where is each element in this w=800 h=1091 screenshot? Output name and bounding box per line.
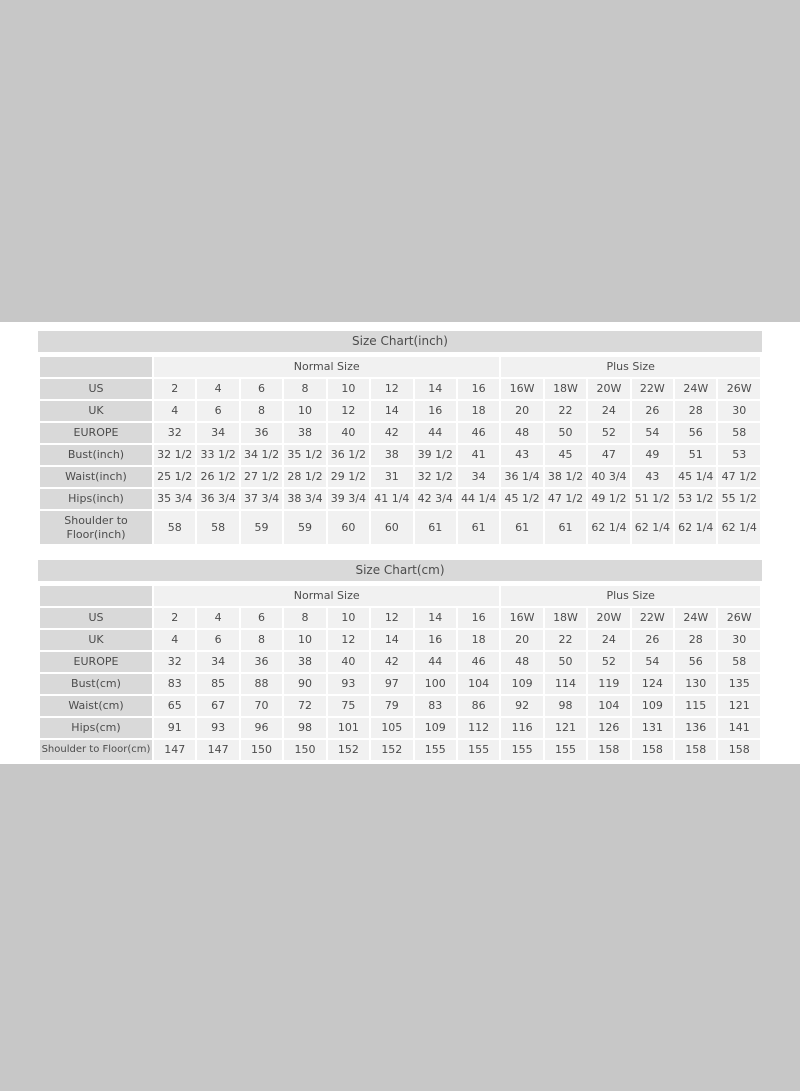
value-cell: 36 3/4 [197, 489, 238, 509]
value-cell: 26 [632, 401, 673, 421]
value-cell: 70 [241, 696, 282, 716]
value-cell: 52 [588, 423, 629, 443]
table-row [40, 401, 760, 421]
value-cell: 38 3/4 [284, 489, 325, 509]
corner-cell [40, 357, 152, 377]
size-chart-panel [0, 322, 800, 764]
value-cell: 12 [371, 379, 412, 399]
row-label-cell: Shoulder to Floor(inch) [40, 511, 152, 544]
value-cell: 75 [328, 696, 369, 716]
value-cell: 16 [415, 401, 456, 421]
table-row [40, 423, 760, 443]
value-cell: 93 [328, 674, 369, 694]
row-label-cell: Hips(cm) [40, 718, 152, 738]
value-cell: 62 1/4 [718, 511, 760, 544]
row-label-cell: Hips(inch) [40, 489, 152, 509]
value-cell: 51 1/2 [632, 489, 673, 509]
value-cell: 28 [675, 401, 716, 421]
value-cell: 158 [718, 740, 760, 760]
value-cell: 46 [458, 652, 499, 672]
value-cell: 16 [458, 379, 499, 399]
value-cell: 62 1/4 [675, 511, 716, 544]
value-cell: 45 1/4 [675, 467, 716, 487]
value-cell: 8 [241, 401, 282, 421]
value-cell: 32 [154, 423, 195, 443]
value-cell: 49 [632, 445, 673, 465]
value-cell: 36 [241, 423, 282, 443]
table-row [40, 467, 760, 487]
value-cell: 44 1/4 [458, 489, 499, 509]
value-cell: 16W [501, 379, 542, 399]
value-cell: 24W [675, 608, 716, 628]
value-cell: 45 1/2 [501, 489, 542, 509]
value-cell: 96 [241, 718, 282, 738]
value-cell: 60 [328, 511, 369, 544]
value-cell: 6 [197, 401, 238, 421]
value-cell: 55 1/2 [718, 489, 760, 509]
value-cell: 12 [371, 608, 412, 628]
value-cell: 51 [675, 445, 716, 465]
value-cell: 29 1/2 [328, 467, 369, 487]
group-header-cell: Plus Size [501, 357, 760, 377]
row-label-cell: UK [40, 630, 152, 650]
row-label-cell: EUROPE [40, 423, 152, 443]
table-row [40, 630, 760, 650]
value-cell: 61 [501, 511, 542, 544]
row-label-cell: Waist(cm) [40, 696, 152, 716]
value-cell: 97 [371, 674, 412, 694]
value-cell: 121 [545, 718, 586, 738]
value-cell: 41 1/4 [371, 489, 412, 509]
value-cell: 44 [415, 423, 456, 443]
value-cell: 61 [415, 511, 456, 544]
value-cell: 42 [371, 423, 412, 443]
value-cell: 24W [675, 379, 716, 399]
value-cell: 25 1/2 [154, 467, 195, 487]
row-label-cell: UK [40, 401, 152, 421]
value-cell: 35 1/2 [284, 445, 325, 465]
value-cell: 43 [632, 467, 673, 487]
row-label-cell: EUROPE [40, 652, 152, 672]
group-header-row [40, 586, 760, 606]
corner-cell [40, 586, 152, 606]
value-cell: 31 [371, 467, 412, 487]
value-cell: 50 [545, 423, 586, 443]
table-row [40, 445, 760, 465]
value-cell: 2 [154, 608, 195, 628]
value-cell: 65 [154, 696, 195, 716]
value-cell: 34 [197, 652, 238, 672]
value-cell: 131 [632, 718, 673, 738]
value-cell: 47 1/2 [718, 467, 760, 487]
table-row [40, 718, 760, 738]
value-cell: 83 [154, 674, 195, 694]
value-cell: 36 1/2 [328, 445, 369, 465]
table-row [40, 608, 760, 628]
value-cell: 35 3/4 [154, 489, 195, 509]
value-cell: 8 [241, 630, 282, 650]
value-cell: 8 [284, 608, 325, 628]
value-cell: 105 [371, 718, 412, 738]
value-cell: 147 [197, 740, 238, 760]
value-cell: 155 [415, 740, 456, 760]
value-cell: 41 [458, 445, 499, 465]
size-chart-cm-title: Size Chart(cm) [38, 560, 762, 581]
value-cell: 6 [241, 379, 282, 399]
value-cell: 20W [588, 379, 629, 399]
table-row [40, 696, 760, 716]
value-cell: 26 [632, 630, 673, 650]
value-cell: 152 [371, 740, 412, 760]
value-cell: 59 [284, 511, 325, 544]
value-cell: 22 [545, 630, 586, 650]
value-cell: 86 [458, 696, 499, 716]
value-cell: 48 [501, 652, 542, 672]
value-cell: 53 [718, 445, 760, 465]
value-cell: 38 [284, 652, 325, 672]
group-header-cell: Normal Size [154, 357, 499, 377]
value-cell: 61 [458, 511, 499, 544]
size-chart-inch-title: Size Chart(inch) [38, 331, 762, 352]
value-cell: 38 1/2 [545, 467, 586, 487]
value-cell: 28 [675, 630, 716, 650]
value-cell: 26W [718, 379, 760, 399]
value-cell: 158 [675, 740, 716, 760]
value-cell: 33 1/2 [197, 445, 238, 465]
value-cell: 44 [415, 652, 456, 672]
value-cell: 47 [588, 445, 629, 465]
table-row [40, 674, 760, 694]
size-chart-cm-section [38, 560, 762, 762]
value-cell: 58 [718, 652, 760, 672]
value-cell: 62 1/4 [632, 511, 673, 544]
value-cell: 40 [328, 423, 369, 443]
value-cell: 88 [241, 674, 282, 694]
value-cell: 155 [501, 740, 542, 760]
value-cell: 114 [545, 674, 586, 694]
value-cell: 158 [588, 740, 629, 760]
value-cell: 39 3/4 [328, 489, 369, 509]
value-cell: 158 [632, 740, 673, 760]
value-cell: 47 1/2 [545, 489, 586, 509]
value-cell: 18W [545, 608, 586, 628]
group-header-cell: Plus Size [501, 586, 760, 606]
value-cell: 115 [675, 696, 716, 716]
group-header-row [40, 357, 760, 377]
value-cell: 121 [718, 696, 760, 716]
value-cell: 36 1/4 [501, 467, 542, 487]
value-cell: 72 [284, 696, 325, 716]
row-label-cell: US [40, 379, 152, 399]
value-cell: 24 [588, 401, 629, 421]
value-cell: 27 1/2 [241, 467, 282, 487]
value-cell: 147 [154, 740, 195, 760]
value-cell: 49 1/2 [588, 489, 629, 509]
row-label-cell: US [40, 608, 152, 628]
table-row [40, 740, 760, 760]
value-cell: 58 [154, 511, 195, 544]
value-cell: 34 [458, 467, 499, 487]
value-cell: 58 [197, 511, 238, 544]
value-cell: 18W [545, 379, 586, 399]
value-cell: 10 [284, 401, 325, 421]
value-cell: 90 [284, 674, 325, 694]
value-cell: 124 [632, 674, 673, 694]
value-cell: 16W [501, 608, 542, 628]
table-row [40, 652, 760, 672]
table-row [40, 379, 760, 399]
value-cell: 37 3/4 [241, 489, 282, 509]
value-cell: 20 [501, 630, 542, 650]
value-cell: 18 [458, 401, 499, 421]
value-cell: 43 [501, 445, 542, 465]
value-cell: 14 [415, 608, 456, 628]
row-label-cell: Bust(cm) [40, 674, 152, 694]
value-cell: 12 [328, 401, 369, 421]
value-cell: 32 1/2 [154, 445, 195, 465]
value-cell: 40 [328, 652, 369, 672]
value-cell: 4 [154, 401, 195, 421]
value-cell: 6 [197, 630, 238, 650]
value-cell: 141 [718, 718, 760, 738]
value-cell: 10 [328, 379, 369, 399]
value-cell: 109 [632, 696, 673, 716]
value-cell: 155 [458, 740, 499, 760]
value-cell: 22 [545, 401, 586, 421]
value-cell: 48 [501, 423, 542, 443]
value-cell: 32 1/2 [415, 467, 456, 487]
value-cell: 12 [328, 630, 369, 650]
value-cell: 104 [588, 696, 629, 716]
value-cell: 14 [371, 630, 412, 650]
value-cell: 119 [588, 674, 629, 694]
size-chart-inch-table [38, 355, 762, 546]
value-cell: 16 [458, 608, 499, 628]
value-cell: 39 1/2 [415, 445, 456, 465]
value-cell: 91 [154, 718, 195, 738]
value-cell: 136 [675, 718, 716, 738]
value-cell: 93 [197, 718, 238, 738]
row-label-cell: Bust(inch) [40, 445, 152, 465]
value-cell: 60 [371, 511, 412, 544]
value-cell: 150 [284, 740, 325, 760]
value-cell: 26W [718, 608, 760, 628]
value-cell: 42 [371, 652, 412, 672]
value-cell: 42 3/4 [415, 489, 456, 509]
value-cell: 46 [458, 423, 499, 443]
value-cell: 101 [328, 718, 369, 738]
value-cell: 109 [415, 718, 456, 738]
value-cell: 20 [501, 401, 542, 421]
table-row [40, 511, 760, 544]
value-cell: 104 [458, 674, 499, 694]
value-cell: 26 1/2 [197, 467, 238, 487]
value-cell: 8 [284, 379, 325, 399]
value-cell: 152 [328, 740, 369, 760]
value-cell: 10 [284, 630, 325, 650]
value-cell: 24 [588, 630, 629, 650]
value-cell: 67 [197, 696, 238, 716]
value-cell: 52 [588, 652, 629, 672]
value-cell: 22W [632, 608, 673, 628]
value-cell: 155 [545, 740, 586, 760]
value-cell: 56 [675, 652, 716, 672]
value-cell: 45 [545, 445, 586, 465]
value-cell: 83 [415, 696, 456, 716]
value-cell: 98 [284, 718, 325, 738]
table-row [40, 489, 760, 509]
value-cell: 61 [545, 511, 586, 544]
row-label-cell: Waist(inch) [40, 467, 152, 487]
size-chart-inch-section [38, 322, 762, 546]
value-cell: 54 [632, 423, 673, 443]
value-cell: 92 [501, 696, 542, 716]
value-cell: 14 [415, 379, 456, 399]
value-cell: 38 [371, 445, 412, 465]
value-cell: 112 [458, 718, 499, 738]
size-chart-cm-table [38, 584, 762, 762]
value-cell: 98 [545, 696, 586, 716]
value-cell: 4 [197, 379, 238, 399]
value-cell: 4 [154, 630, 195, 650]
value-cell: 18 [458, 630, 499, 650]
value-cell: 130 [675, 674, 716, 694]
value-cell: 22W [632, 379, 673, 399]
value-cell: 32 [154, 652, 195, 672]
value-cell: 126 [588, 718, 629, 738]
value-cell: 30 [718, 630, 760, 650]
value-cell: 109 [501, 674, 542, 694]
value-cell: 85 [197, 674, 238, 694]
value-cell: 14 [371, 401, 412, 421]
value-cell: 16 [415, 630, 456, 650]
value-cell: 28 1/2 [284, 467, 325, 487]
value-cell: 36 [241, 652, 282, 672]
row-label-cell: Shoulder to Floor(cm) [40, 740, 152, 760]
value-cell: 50 [545, 652, 586, 672]
value-cell: 6 [241, 608, 282, 628]
value-cell: 4 [197, 608, 238, 628]
value-cell: 53 1/2 [675, 489, 716, 509]
value-cell: 59 [241, 511, 282, 544]
value-cell: 20W [588, 608, 629, 628]
value-cell: 116 [501, 718, 542, 738]
value-cell: 10 [328, 608, 369, 628]
value-cell: 62 1/4 [588, 511, 629, 544]
value-cell: 56 [675, 423, 716, 443]
value-cell: 30 [718, 401, 760, 421]
value-cell: 34 [197, 423, 238, 443]
group-header-cell: Normal Size [154, 586, 499, 606]
value-cell: 38 [284, 423, 325, 443]
value-cell: 40 3/4 [588, 467, 629, 487]
value-cell: 79 [371, 696, 412, 716]
value-cell: 135 [718, 674, 760, 694]
value-cell: 100 [415, 674, 456, 694]
value-cell: 150 [241, 740, 282, 760]
value-cell: 58 [718, 423, 760, 443]
value-cell: 34 1/2 [241, 445, 282, 465]
value-cell: 2 [154, 379, 195, 399]
value-cell: 54 [632, 652, 673, 672]
